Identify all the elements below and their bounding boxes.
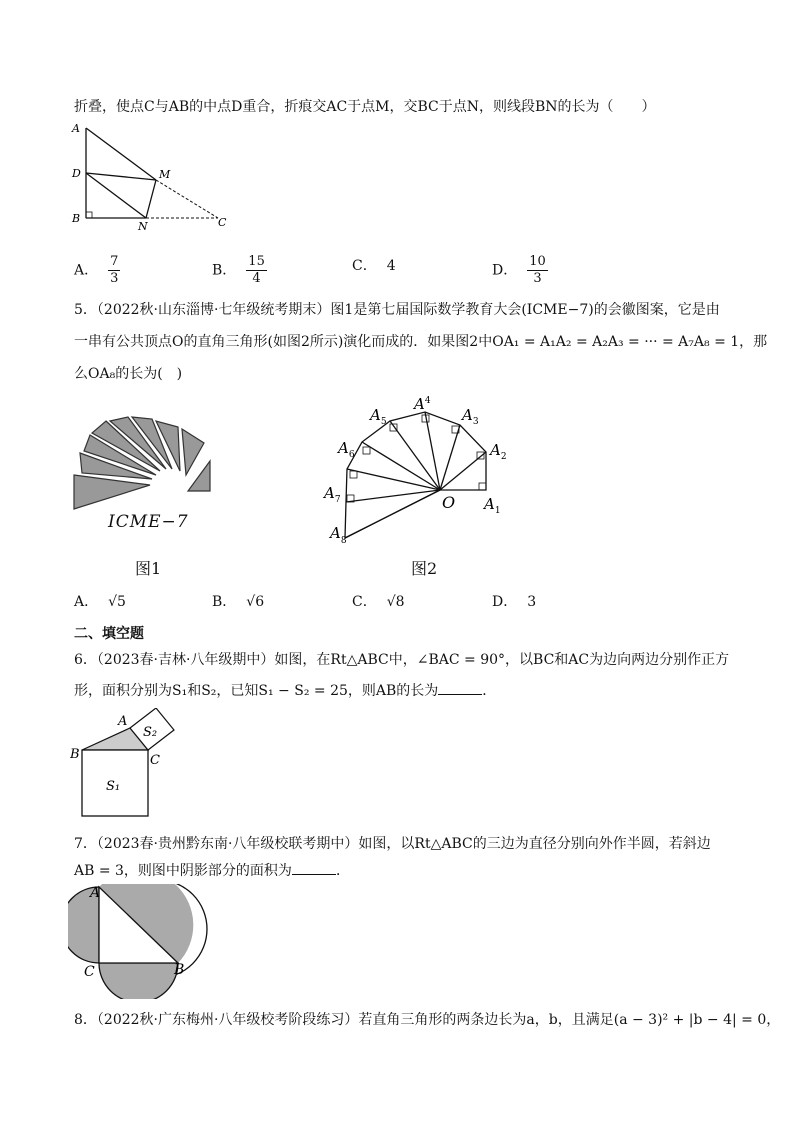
q4-label-C: C	[218, 216, 227, 229]
q7-figure	[68, 884, 218, 999]
q6-label-A: A	[118, 714, 128, 729]
q4-figure	[68, 118, 238, 234]
q6-label-S1: S₁	[106, 779, 121, 794]
q6-label-C: C	[150, 753, 160, 768]
q7-label-A: A	[90, 885, 101, 901]
spiral-triangles-figure	[322, 392, 522, 552]
q6-line2: 形，面积分别为S₁和S₂，已知S₁ − S₂ = 25，则AB的长为 ．	[74, 680, 496, 701]
spiral-label-O: O	[442, 493, 456, 512]
q4-option-c: C． 4	[352, 258, 396, 274]
q7-label-B: B	[174, 962, 185, 978]
q5-line1: 5．（2022秋·山东淄博·七年级统考期末）图1是第七届国际数学教育大会(ICME−7)的会徽图案，它是由	[74, 302, 720, 318]
q4-option-d: D． $\frac{10}{3}$	[492, 254, 546, 286]
q7-answer-blank	[292, 860, 336, 875]
q6-label-S2: S₂	[143, 725, 158, 740]
icme7-logo-figure	[70, 415, 220, 520]
spiral-label-A3: $A_3$	[462, 406, 479, 427]
q7-label-C: C	[84, 964, 95, 980]
q5-option-b: B． √6	[212, 594, 265, 610]
q8-line1: 8．（2022秋·广东梅州·八年级校考阶段练习）若直角三角形的两条边长为a，b，且满足(a − 3)² + |b − 4| = 0，	[74, 1012, 781, 1028]
section-fill-in-title: 二、填空题	[74, 626, 144, 642]
spiral-label-A4: $A^4$	[414, 395, 431, 413]
q6-answer-blank	[438, 680, 482, 695]
q5-option-a: A． √5	[74, 594, 126, 610]
q4-option-a: A． $\frac{7}{3}$	[74, 254, 119, 286]
q5-option-c: C． √8	[352, 594, 405, 610]
q6-line1: 6．（2023春·吉林·八年级期中）如图，在Rt△ABC中，∠BAC = 90°，以BC和AC为边向两边分别作正方	[74, 652, 730, 668]
q4-label-M: M	[159, 168, 171, 181]
q5-line3: 么OA₈的长为( )	[74, 366, 183, 382]
spiral-label-A6: $A_6$	[338, 439, 355, 460]
icme7-caption: ICME−7	[108, 512, 189, 532]
q4-option-b: B． $\frac{15}{4}$	[212, 254, 265, 286]
q7-line1: 7．（2023春·贵州黔东南·八年级校联考期中）如图，以Rt△ABC的三边为直径分别向外作半圆，若斜边	[74, 836, 711, 852]
spiral-label-A8: $A_8$	[330, 524, 347, 546]
q4-label-D: D	[72, 167, 81, 180]
figure-2-label: 图2	[411, 559, 438, 578]
q7-line2: AB = 3，则图中阴影部分的面积为 ．	[74, 860, 350, 881]
q4-label-B: B	[72, 212, 81, 225]
figure-1-label: 图1	[135, 559, 162, 578]
q4-text: 折叠，使点C与AB的中点D重合，折痕交AC于点M，交BC于点N，则线段BN的长为（ ）	[74, 99, 656, 115]
spiral-label-A1: $A_1$	[484, 495, 501, 516]
q5-option-d: D． 3	[492, 594, 537, 610]
q6-label-B: B	[70, 747, 80, 762]
spiral-label-A7: $A_7$	[324, 484, 341, 505]
spiral-label-A2: $A_2$	[490, 441, 507, 462]
q4-label-N: N	[138, 220, 148, 233]
spiral-label-A5: $A_5$	[370, 406, 387, 427]
q5-line2: 一串有公共顶点O的直角三角形(如图2所示)演化而成的．如果图2中OA₁ = A₁A₂ = A₂A₃ = ··· = A₇A₈ = 1，那	[74, 334, 768, 350]
q6-figure	[70, 708, 190, 823]
q4-label-A: A	[72, 122, 80, 135]
